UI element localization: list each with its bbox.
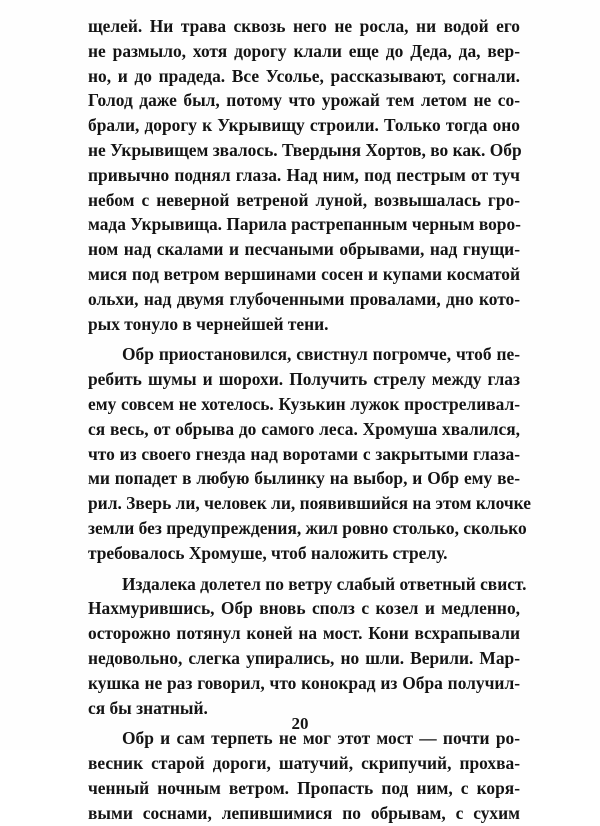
text-line: недовольно, слегка упирались, но шли. Верили. Мар- [88, 647, 520, 668]
text-line: щелей. Ни трава сквозь него не росла, ни водой его [88, 16, 520, 36]
text-line: не размыло, хотя дорогу клали еще до Деда, да, вер- [88, 40, 520, 61]
text-line: не Укрывищем звалось. Твердыня Хортов, во как. Обр [88, 139, 522, 160]
text-line: ми попадет в любую былинку на выбор, и Обр ему ве- [88, 468, 520, 489]
text-line: небом с неверной ветреной луной, возвышалась гро- [88, 189, 520, 210]
page-number: 20 [291, 714, 309, 733]
text-line: ся бы знатный. [88, 697, 208, 718]
paragraph-start: Обр приостановился, свистнул погромче, чтоб пе- [122, 344, 520, 365]
text-line: брали, дорогу к Укрывищу строили. Только тогда оно [88, 115, 520, 136]
text-line: выми соснами, лепившимися по обрывам, с сухим [88, 802, 520, 823]
text-line: земли без предупреждения, жил ровно столько, сколько [88, 517, 527, 538]
text-line: привычно поднял глаза. Над ним, под пестрым от туч [88, 164, 520, 185]
text-line: требовалось Хромуше, чтоб наложить стрелу. [88, 542, 448, 563]
text-line: ольхи, над двумя глубоченными провалами, дно кото- [88, 288, 520, 309]
text-line: Нахмурившись, Обр вновь сполз с козел и медленно, [88, 598, 520, 619]
text-line: мада Укрывища. Парила растрепанным черным воро- [88, 214, 521, 235]
paragraph-start: Издалека долетел по ветру слабый ответный свист. [122, 573, 527, 594]
paragraph-start: Обр и сам терпеть не мог этот мост — почти ро- [122, 728, 520, 749]
text-line: Голод даже был, потому что урожай тем летом не со- [88, 90, 520, 111]
text-line: что из своего гнезда над воротами с закрытыми глаза- [88, 443, 520, 464]
text-line: ему совсем не хотелось. Кузькин лужок простреливал- [88, 393, 520, 414]
text-line: рил. Зверь ли, человек ли, появившийся на этом клочке [88, 493, 531, 514]
text-line: ченный ночным ветром. Пропасть под ним, с коря- [88, 777, 520, 798]
text-line: осторожно потянул коней на мост. Кони всхрапывали [88, 623, 520, 644]
body-text [88, 14, 531, 826]
text-line: но, и до прадеда. Все Усолье, рассказывают, согнали. [88, 65, 520, 86]
text-line: весник старой дороги, шатучий, скрипучий, прохва- [88, 753, 520, 774]
text-line: ребить шумы и шорохи. Получить стрелу между глаз [88, 369, 520, 390]
text-line: мися под ветром вершинами сосен и купами косматой [88, 263, 520, 284]
text-line: кушка не раз говорил, что конокрад из Обра получил- [88, 672, 520, 693]
text-line: рых тонуло в чернейшей тени. [88, 313, 329, 334]
text-line: ся весь, от обрыва до самого леса. Хромуша хвалился, [88, 418, 520, 439]
text-line: ном над скалами и песчаными обрывами, над гнущи- [88, 239, 520, 260]
